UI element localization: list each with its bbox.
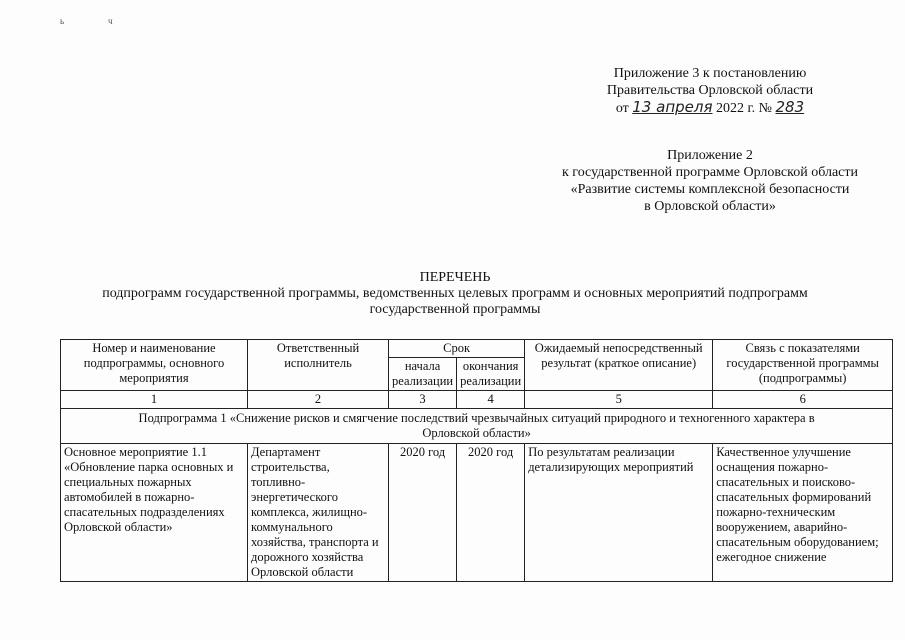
column-number: 2 [248, 391, 389, 409]
table-row [61, 444, 893, 582]
subprogram-row [61, 409, 893, 444]
column-number: 1 [61, 391, 248, 409]
header-col-end: окончания реализации [457, 358, 525, 391]
header-col-term: Срок [389, 340, 525, 358]
document-title [40, 270, 870, 318]
subprogram-title: Подпрограмма 1 «Снижение рисков и смягчение последствий чрезвычайных ситуаций природного и техногенного характера в Орловской области» [61, 409, 893, 444]
column-number: 4 [457, 391, 525, 409]
annex-line2: к государственной программе Орловской области [562, 165, 858, 180]
title-line1: подпрограмм государственной программы, ведомственных целевых программ и основных мероприятий подпрограмм [102, 286, 808, 301]
column-number: 3 [389, 391, 457, 409]
header-col-start: начала реализации [389, 358, 457, 391]
header-col-link: Связь с показателями государственной программы (подпрограммы) [713, 340, 893, 391]
measures-table [60, 339, 893, 582]
title-heading: ПЕРЕЧЕНЬ [419, 270, 491, 285]
measure-result: По результатам реализации детализирующих мероприятий [525, 444, 713, 582]
table-header-row [61, 340, 893, 358]
annex-line1: Приложение 2 [667, 148, 753, 163]
measure-executor: Департамент строительства, топливно-энергетического комплекса, жилищно-коммунального хозяйства, транспорта и дорожного хозяйства Орловской области [248, 444, 389, 582]
measure-start: 2020 год [389, 444, 457, 582]
annex-header [520, 147, 900, 215]
annex-line4: в Орловской области» [644, 199, 776, 214]
table-number-row [61, 391, 893, 409]
measure-link: Качественное улучшение оснащения пожарно-спасательных и поисково-спасательных формирований пожарно-техническим вооружением, аварийно-спасательным оборудованием; ежегодное снижение [713, 444, 893, 582]
header-col-result: Ожидаемый непосредственный результат (краткое описание) [525, 340, 713, 391]
approval-prefix: от [615, 101, 629, 116]
approval-line3 [560, 99, 860, 117]
header-col-executor: Ответственный исполнитель [248, 340, 389, 391]
annex-line3: «Развитие системы комплексной безопасности [570, 182, 850, 197]
approval-line1: Приложение 3 к постановлению [613, 66, 807, 81]
measure-end: 2020 год [457, 444, 525, 582]
column-number: 5 [525, 391, 713, 409]
scan-speck: ч [108, 16, 113, 26]
scan-speck: ь [60, 16, 65, 26]
measure-name: Основное мероприятие 1.1 «Обновление парка основных и специальных пожарных автомобилей в пожарно-спасательных подразделениях Орловской области» [61, 444, 248, 582]
header-col-name: Номер и наименование подпрограммы, основного мероприятия [61, 340, 248, 391]
column-number: 6 [713, 391, 893, 409]
title-line2: государственной программы [369, 302, 541, 317]
approval-year: 2022 г. № [715, 101, 773, 116]
approval-number-handwritten: 283 [775, 98, 805, 116]
approval-line2: Правительства Орловской области [606, 83, 814, 98]
approval-header [560, 65, 860, 117]
approval-date-handwritten: 13 апреля [632, 98, 713, 116]
